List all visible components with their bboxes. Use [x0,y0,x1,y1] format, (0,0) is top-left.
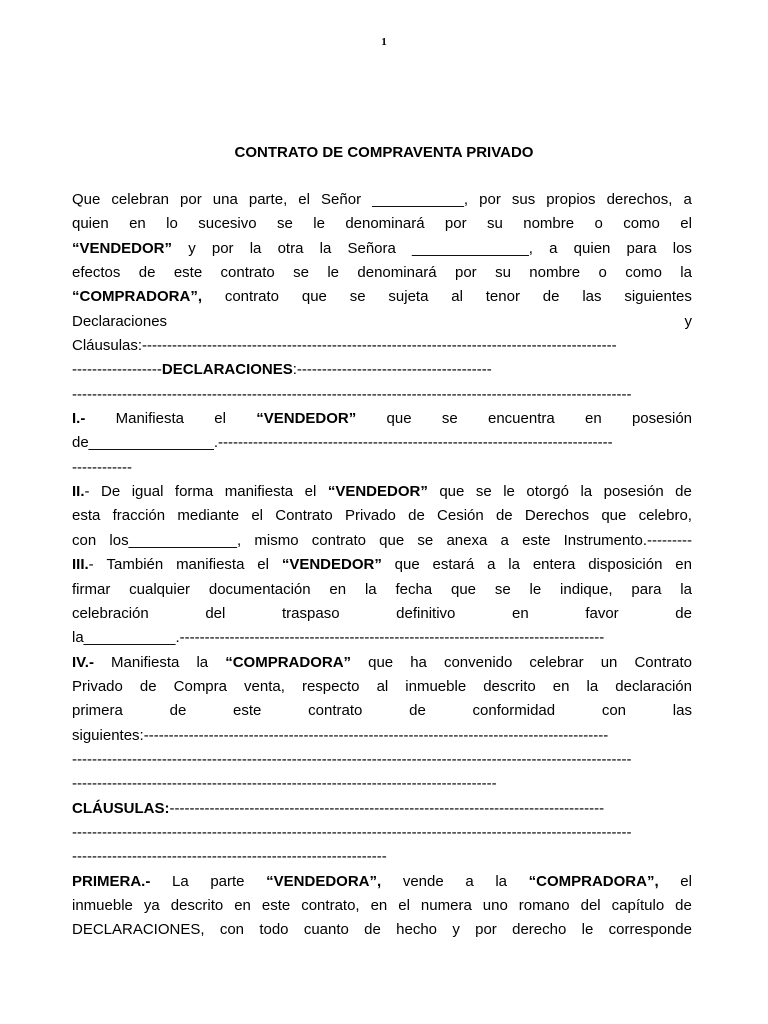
text-segment: --------------------------------------------------------------- [72,848,387,866]
text-word: disposición [588,556,663,574]
text-word: a [465,872,474,890]
text-word: este [173,264,203,282]
text-word: este [233,702,262,720]
text-line [72,407,692,431]
text-word: vende [402,872,444,890]
text-word: lo [166,215,178,233]
text-word: primera [72,702,123,720]
text-word: Instrumento.--------- [563,531,692,549]
text-word: el [398,896,410,914]
bold-text: DECLARACIONES [161,361,293,379]
text-word: Derechos [524,507,590,525]
text-word: celebro, [638,507,692,525]
bold-text: CLÁUSULAS: [72,799,170,817]
text-word: el [214,410,226,428]
text-line [72,529,692,553]
text-word: II.- [72,483,90,501]
text-word: por [479,191,501,208]
text-line [72,918,692,942]
text-word: DECLARACIONES, [72,921,205,939]
text-segment: ------------ [72,458,132,476]
text-line [72,626,692,650]
text-word: del [580,896,601,914]
text-word: las [672,702,692,720]
text-word: otorgó [526,483,569,501]
text-word: venta, [244,677,285,695]
text-line [72,845,692,869]
text-word: la [495,872,507,890]
text-word: por [211,239,234,257]
text-word: estará [432,556,475,574]
text-word: contrato [308,702,363,720]
text-word: y [188,239,196,257]
text-word: la [680,264,692,282]
text-word: mismo [254,531,299,549]
text-word: Declaraciones [72,312,168,330]
text-word: quien [72,215,109,233]
text-segment: de_______________.------------------------------------------------------------------------------- [72,434,613,452]
text-word: la [680,580,692,598]
text-line [72,480,692,504]
text-word: el [680,872,692,890]
text-word: un [600,653,618,671]
text-word: ___________, [372,191,469,208]
text-word: de [675,896,692,914]
text-word: Señora [347,239,396,257]
text-word: a [500,531,509,549]
text-word: los_____________, [109,531,242,549]
text-word: derechos, [606,191,673,208]
text-word: la [580,483,593,501]
text-word: en [370,896,388,914]
text-line [72,285,692,309]
text-word: convenido [443,653,513,671]
text-word: los [672,239,692,257]
text-line [72,651,692,675]
text-word: de [495,507,513,525]
text-segment: ------------------------------------------------------------------------------------- [72,775,497,793]
text-word: de [364,921,381,939]
text-word: o [598,264,607,282]
text-word: este [522,531,551,549]
document-body [72,188,692,943]
text-word: por [475,921,497,939]
text-word: con [72,531,97,549]
text-word: le [529,580,542,598]
text-line [72,797,692,821]
text-segment: siguientes:--------------------------------------------------------------------------------------------- [72,726,609,744]
text-word: parte, [248,191,288,208]
text-word: se [441,410,458,428]
text-word: y [452,921,460,939]
text-word: inmueble [405,677,467,695]
text-segment: ---------------------------------------------------------------------------------------------------------------- [72,385,632,403]
text-line [72,431,692,455]
text-word: por [455,264,477,282]
text-line [72,602,692,626]
text-word: encuentra [487,410,555,428]
text-word: al [376,677,389,695]
text-word: con [219,921,245,939]
text-word: que [386,410,412,428]
text-word: posesión [603,483,664,501]
text-word: Cesión [437,507,484,525]
text-word: Manifiesta [111,653,180,671]
text-word: III.- [72,556,94,574]
text-word: numera [420,896,472,914]
text-word: se [293,264,309,282]
text-word: IV.- [72,653,94,671]
text-word: a [683,191,692,208]
text-word: romano [518,896,570,914]
text-word: celebración [72,604,149,622]
text-word: en [675,556,692,574]
text-word: respecto [301,677,360,695]
text-word: inmueble [72,896,133,914]
text-word: para [626,239,657,257]
text-word: de [409,702,426,720]
text-word: “COMPRADORA”, [528,872,659,890]
text-word: efectos [72,264,121,282]
text-line [72,188,692,212]
text-word: a [549,239,558,257]
text-word: corresponde [608,921,692,939]
text-word: posesión [631,410,692,428]
text-word: como [625,264,662,282]
page-number: 1 [381,36,387,48]
text-word: I.- [72,410,86,428]
text-word: el [298,191,310,208]
text-word: parte [210,872,245,890]
text-word: del [205,604,226,622]
text-word: firmar [72,580,111,598]
text-word: contrato, [301,896,360,914]
text-segment: ------------------ [72,361,162,379]
text-word: favor [585,604,619,622]
text-word: para [631,580,662,598]
text-word: la [249,239,262,257]
text-word: “VENDEDOR” [72,239,173,257]
text-word: “COMPRADORA” [225,653,352,671]
text-line [72,748,692,772]
text-line [72,261,692,285]
text-line [72,334,692,358]
text-word: el [680,215,692,233]
text-word: ya [143,896,160,914]
text-word: esta [72,507,101,525]
text-word: se [475,483,492,501]
text-word: se [349,288,366,306]
text-word: denominará [357,264,437,282]
text-word: con [601,702,627,720]
text-word: se [494,580,511,598]
text-word: traspaso [282,604,340,622]
text-word: otra [277,239,304,257]
text-word: hecho [396,921,438,939]
text-word: siguientes [624,288,692,306]
text-word: “COMPRADORA”, [72,288,202,306]
text-word: quien [573,239,611,257]
text-word: propios [546,191,596,208]
text-word: le [327,264,340,282]
text-word: todo [259,921,289,939]
text-line [72,772,692,796]
text-word: “VENDEDORA”, [266,872,382,890]
text-word: el [257,556,269,574]
text-word: manifiesta [176,556,245,574]
text-word: de [169,702,187,720]
text-word: sucesivo [198,215,257,233]
text-segment: :--------------------------------------- [292,361,492,379]
text-word: la [319,239,332,257]
text-word: de [139,677,157,695]
text-word: Privado [72,677,123,695]
text-word: o [594,215,603,233]
text-word: las [582,288,602,306]
text-word: sujeta [388,288,429,306]
text-word: por [180,191,202,208]
text-word: De [101,483,121,501]
text-word: Contrato [634,653,692,671]
text-word: en [584,410,602,428]
text-word: que [450,580,477,598]
text-line [72,310,692,334]
text-word: de [675,483,692,501]
text-word: de [675,604,692,622]
text-word: descrito [483,677,536,695]
text-word: al [451,288,463,306]
text-line [72,724,692,748]
text-word: y [684,312,692,330]
text-word: se [277,215,293,233]
text-word: que [301,288,327,306]
text-word: La [171,872,189,890]
text-word: ______________, [412,239,533,257]
text-line [72,870,692,894]
text-word: su [487,215,503,233]
text-word: descrito [170,896,224,914]
text-word: Contrato [275,507,333,525]
text-word: celebrar [529,653,584,671]
text-line [72,237,692,261]
text-line [72,821,692,845]
text-word: Señor [321,191,362,208]
text-word: denominará [345,215,425,233]
text-word: le [581,921,594,939]
text-word: “VENDEDOR” [281,556,382,574]
text-word: Manifiesta [115,410,184,428]
text-word: su [495,264,511,282]
text-line [72,699,692,723]
text-word: en [329,580,347,598]
text-word: una [212,191,238,208]
text-word: de [408,507,425,525]
text-line [72,504,692,528]
text-word: mediante [177,507,240,525]
text-segment: Cláusulas:----------------------------------------------------------------------------------------------- [72,337,617,355]
text-word: uno [482,896,508,914]
text-word: tenor [485,288,520,306]
text-word: conformidad [472,702,556,720]
text-word: documentación [208,580,311,598]
text-word: nombre [529,264,581,282]
text-word: Privado [345,507,396,525]
text-word: este [261,896,291,914]
text-word: “VENDEDOR” [327,483,428,501]
text-word: que [601,507,627,525]
text-line [72,578,692,602]
text-word: nombre [523,215,575,233]
text-line [72,894,692,918]
text-word: declaración [615,677,692,695]
text-word: indique, [560,580,613,598]
text-word: que [439,483,465,501]
text-word: en [234,896,251,914]
text-word: en [512,604,529,622]
text-word: derecho [512,921,567,939]
text-word: forma [174,483,214,501]
text-line [72,212,692,236]
text-segment: --------------------------------------------------------------------------------------- [169,799,605,817]
text-word: Compra [173,677,227,695]
text-word: sus [511,191,536,208]
text-word: “VENDEDOR” [256,410,357,428]
text-word: que [394,556,420,574]
text-word: por [444,215,467,233]
text-word: cuanto [303,921,349,939]
text-word: capítulo [611,896,665,914]
text-word: la [196,653,209,671]
text-word: le [313,215,325,233]
text-segment: ---------------------------------------------------------------------------------------------------------------- [72,823,632,841]
text-word: contrato [311,531,366,549]
text-word: PRIMERA.- [72,872,151,890]
text-line [72,675,692,699]
text-line [72,553,692,577]
text-word: contrato [224,288,280,306]
text-word: igual [131,483,164,501]
text-line [72,383,692,407]
text-word: de [138,264,156,282]
text-word: ha [410,653,427,671]
text-segment: la___________.------------------------------------------------------------------------------------- [72,629,605,647]
text-word: el [304,483,317,501]
text-word: cualquier [129,580,191,598]
text-word: entera [532,556,576,574]
document-title: CONTRATO DE COMPRAVENTA PRIVADO [234,144,534,161]
text-word: de [542,288,560,306]
text-word: como [623,215,660,233]
text-word: se [417,531,434,549]
text-word: le [503,483,515,501]
text-word: que [368,653,394,671]
text-word: anexa [446,531,488,549]
text-word: También [106,556,164,574]
text-word: manifiesta [224,483,294,501]
text-word: Que [72,191,101,208]
text-line [72,358,692,382]
text-word: en [552,677,570,695]
text-word: fecha [395,580,433,598]
text-word: a [487,556,496,574]
text-segment: ---------------------------------------------------------------------------------------------------------------- [72,750,632,768]
text-word: fracción [112,507,166,525]
text-line [72,456,692,480]
text-word: celebran [111,191,169,208]
text-word: contrato [220,264,275,282]
text-word: que [379,531,405,549]
text-word: la [364,580,377,598]
text-word: la [586,677,599,695]
text-word: en [129,215,146,233]
text-word: definitivo [396,604,456,622]
text-word: el [251,507,263,525]
text-word: la [508,556,520,574]
